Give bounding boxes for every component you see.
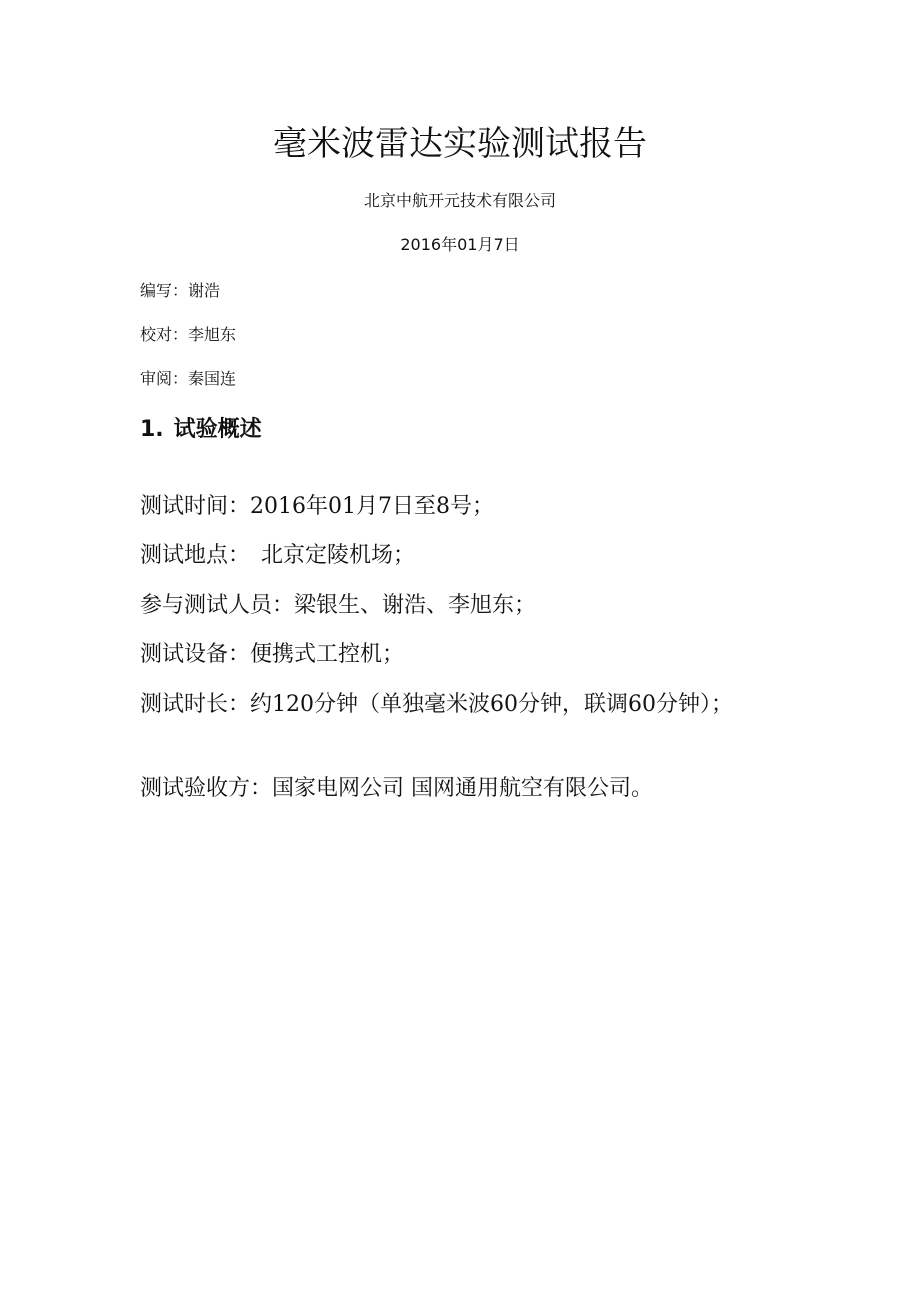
section-heading [140,414,262,446]
test-equipment-line: 测试设备：便携式工控机； [140,642,405,667]
section-number: 1. [140,417,164,442]
company-name: 北京中航开元技术有限公司 [363,191,556,210]
test-location-line: 测试地点： 北京定陵机场； [140,543,416,568]
reviewer-line: 审阅：秦国连 [140,369,237,388]
test-time-line: 测试时间：2016年01月7日至8号； [140,494,494,519]
document-title: 毫米波雷达实验测试报告 [273,124,647,164]
section-title: 试验概述 [173,417,262,442]
report-date: 2016年01月7日 [400,235,520,254]
author-line: 编写：谢浩 [140,281,221,300]
checker-line: 校对：李旭东 [140,325,237,344]
test-duration-line: 测试时长：约120分钟（单独毫米波60分钟，联调60分钟）； [140,692,733,717]
test-personnel-line: 参与测试人员：梁银生、谢浩、李旭东； [140,593,537,618]
test-acceptor-line: 测试验收方：国家电网公司 国网通用航空有限公司。 [140,776,653,801]
